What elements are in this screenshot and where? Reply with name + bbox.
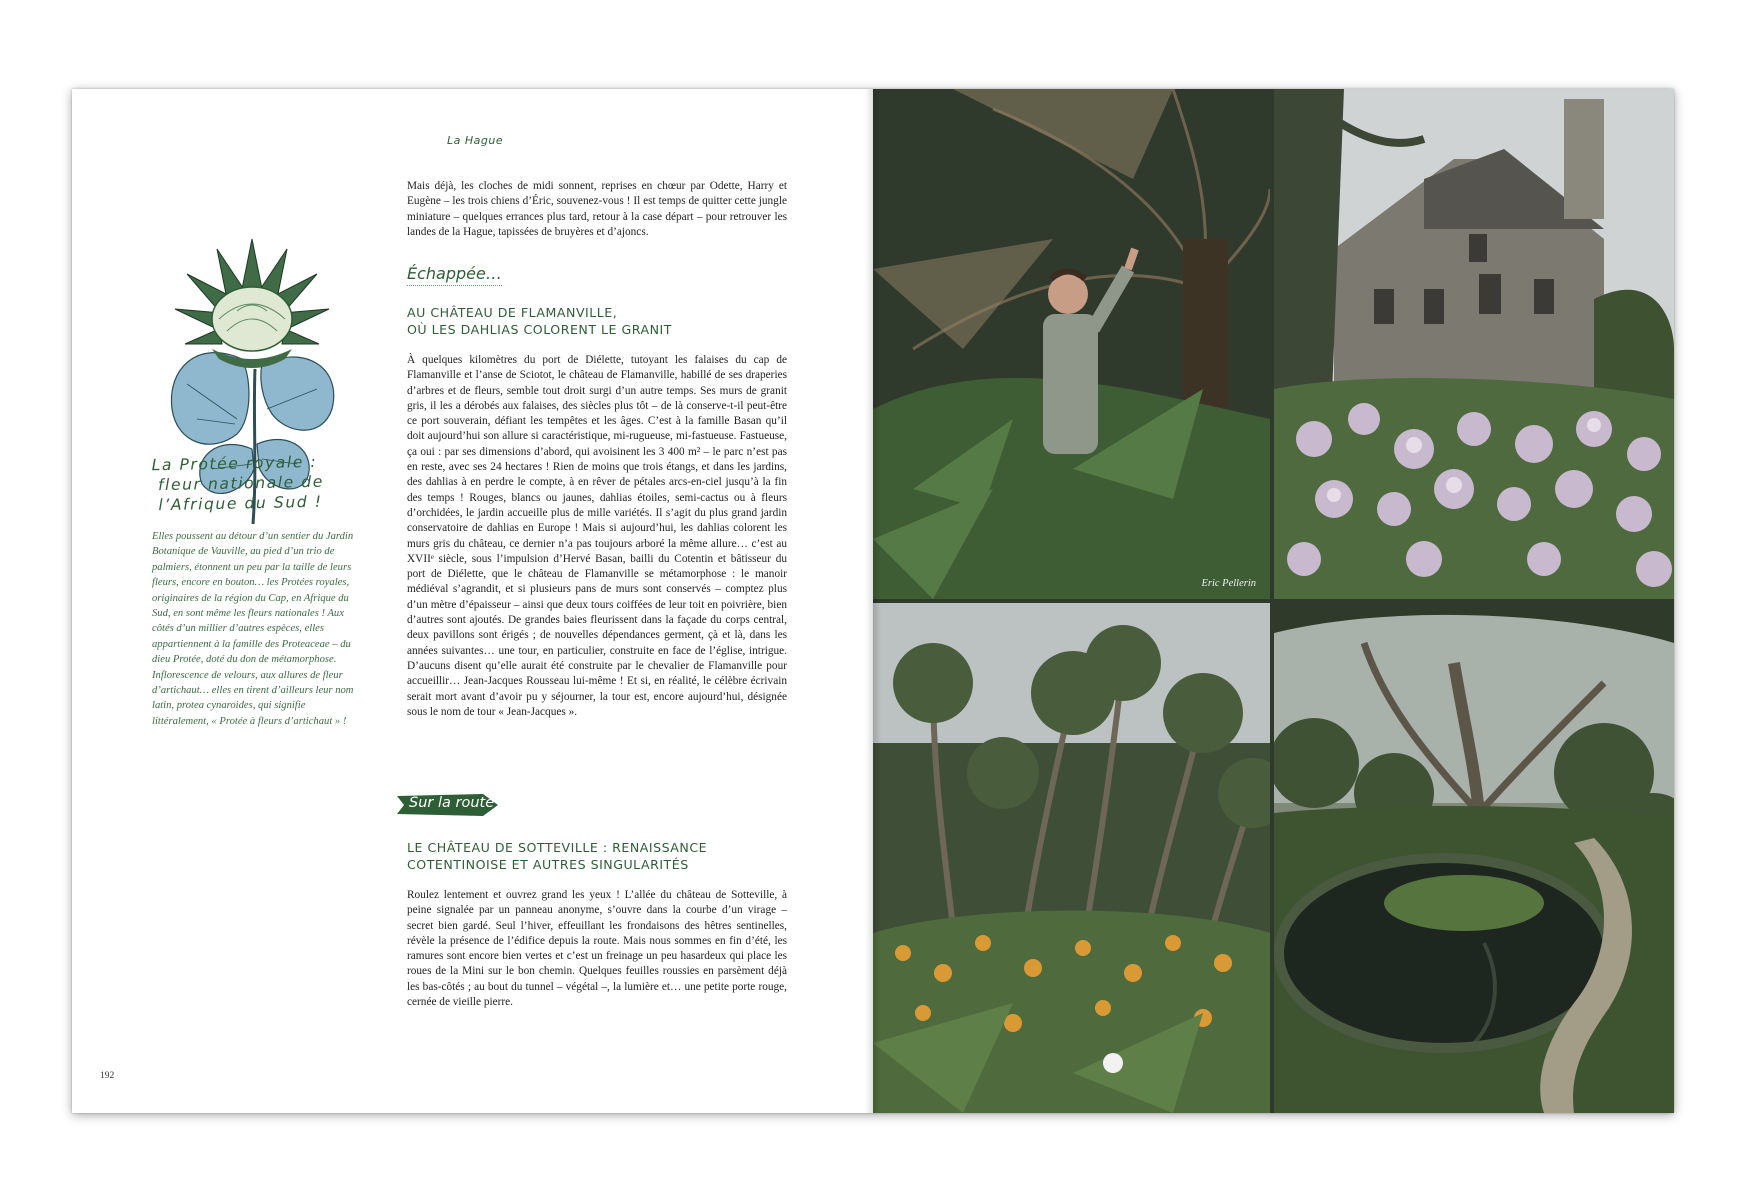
heading-line: OÙ LES DAHLIAS COLORENT LE GRANIT: [407, 322, 672, 337]
intro-paragraph: Mais déjà, les cloches de midi sonnent, reprises en chœur par Odette, Harry et Eugène – les trois chiens d’Éric, souvenez-vous ! Il est temps de quitter cette jungle miniature – quelques errances plus tard, retour à la case départ – pour retrouver les landes de la Hague, tapissées de bruyères et d’ajoncs.: [407, 180, 787, 238]
page-number: 192: [100, 1071, 115, 1081]
route-label: Sur la route: [409, 795, 495, 811]
sidebar-title: [151, 451, 372, 516]
sur-la-route-tag: [395, 792, 500, 818]
running-head: La Hague: [447, 134, 504, 147]
sidebar-title-line: fleur nationale de: [157, 472, 325, 495]
heading-line: LE CHÂTEAU DE SOTTEVILLE : RENAISSANCE: [407, 840, 708, 855]
echappee-label: Échappée…: [407, 264, 502, 286]
right-page-photo-grid: [873, 89, 1674, 1113]
left-page: [72, 89, 873, 1113]
flamanville-paragraph: À quelques kilomètres du port de Diélette, tutoyant les falaises du cap de Flamanville et l’anse de Sciotot, le château de Flamanville, habillé de ses draperies d’arbres et de fleurs, semble tout droit surgi d’un autre temps. Ses murs de granit gris, il les a dérobés aux falaises, des siècles plus tôt – de là conserve-t-il peut-être ce port souverain, défiant les tempêtes et les âges. C’est à la famille Basan qu’il doit aujourd’hui son allure si caractéristique, mi-rugueuse, mi-fastueuse. Fastueuse, ça oui : par ses dimensions d’abord, qui avoisinent les 3 400 m² – le parc n’est pas en reste, avec ses 24 hectares ! Rien de moins que trois étangs, et dans les jardins, des dahlias à en perdre le compte, à en rêver de pétales arcs-en-ciel jusqu’à la fin des temps ! Rouges, blancs ou jaunes, dahlias étoiles, semi-cactus ou à fleurs d’orchidées, le jardin accueille plus de mille variétés. Il s’agit du plus grand jardin conservatoire de dahlias en Europe ! Mais si aujourd’hui, les dahlias colorent les murs gris du château, ce dernier n’a pas toujours arboré la même allure… c’est au XVIIᵉ siècle, sous l’impulsion d’Hervé Basan, bailli du Cotentin et bâtisseur du port de Diélette, que le château de Flamanville se métamorphose : le manoir médiéval s’agrandit, et si plusieurs pans de murs sont conservés – comptez plus d’un mètre d’épaisseur – ainsi que deux tours coiffées de leur toit en poivrière, bien d’autres sont ajoutés. De grandes baies fleurissent dans la façade du corps central, deux pavillons sont érigés ; de nouvelles dépendances germent, çà et là, dans les années suivantes… une tour, en particulier, construite en face de l’église, intrigue. D’aucuns disent qu’elle aurait été construite par le chevalier de Flamanville pour accueillir… Jean-Jacques Rousseau lui-même ! Et si, en réalité, le célèbre écrivain serait mort avant d’avoir pu y séjourner, la tour est, encore aujourd’hui, désignée sous le nom de tour « Jean-Jacques ».: [407, 354, 787, 718]
section-heading-flamanville: [407, 304, 807, 338]
magazine-spread: [72, 89, 1674, 1113]
sidebar-title-line: La Protée royale :: [151, 452, 318, 475]
sidebar-title-line: l’Afrique du Sud !: [158, 492, 323, 515]
photo-cordyline-lilies: [873, 603, 1270, 1113]
heading-line: AU CHÂTEAU DE FLAMANVILLE,: [407, 305, 618, 320]
photo-man-tree-fern: [873, 89, 1270, 599]
page-gutter: [865, 89, 881, 1113]
heading-line: COTENTINOISE ET AUTRES SINGULARITÉS: [407, 857, 689, 872]
section-heading-sotteville: [407, 839, 807, 873]
photo-chateau-hydrangeas: [1274, 89, 1674, 599]
photo-credit: Eric Pellerin: [1201, 578, 1256, 589]
sidebar-body: Elles poussent au détour d’un sentier du Jardin Botanique de Vauville, au pied d’un trio de palmiers, étonnent un peu par la taille de leurs fleurs, encore en bouton… les Protées royales, originaires de la région du Cap, en Afrique du Sud, en sont même les fleurs nationales ! Aux côtés d’un millier d’autres espèces, elles appartiennent à la famille des Proteaceae – du dieu Protée, doté du don de métamorphose. Inflorescence de velours, aux allures de fleur d’artichaut… elles en tirent d’ailleurs leur nom latin, protea cynaroides, qui signifie littéralement, « Protée à fleurs d’artichaut » !: [152, 531, 354, 727]
photo-pond-garden: [1274, 603, 1674, 1113]
sotteville-paragraph: Roulez lentement et ouvrez grand les yeux ! L’allée du château de Sotteville, à peine signalée par un panneau anonyme, s’ouvre dans la courbe d’un virage – secret bien gardé. Seul l’hiver, effeuillant les frondaisons des hêtres sentinelles, révèle la présence de l’édifice depuis la route. Mais nous sommes en fin d’été, les ramures sont encore bien vertes et c’est un freinage un peu hasardeux qui place les roues de la Mini sur le bon chemin. Quelques feuilles roussies en parsèment déjà les bas-côtés ; au bout du tunnel – végétal –, la lumière et… une petite porte rouge, cernée de vieille pierre.: [407, 889, 787, 1009]
